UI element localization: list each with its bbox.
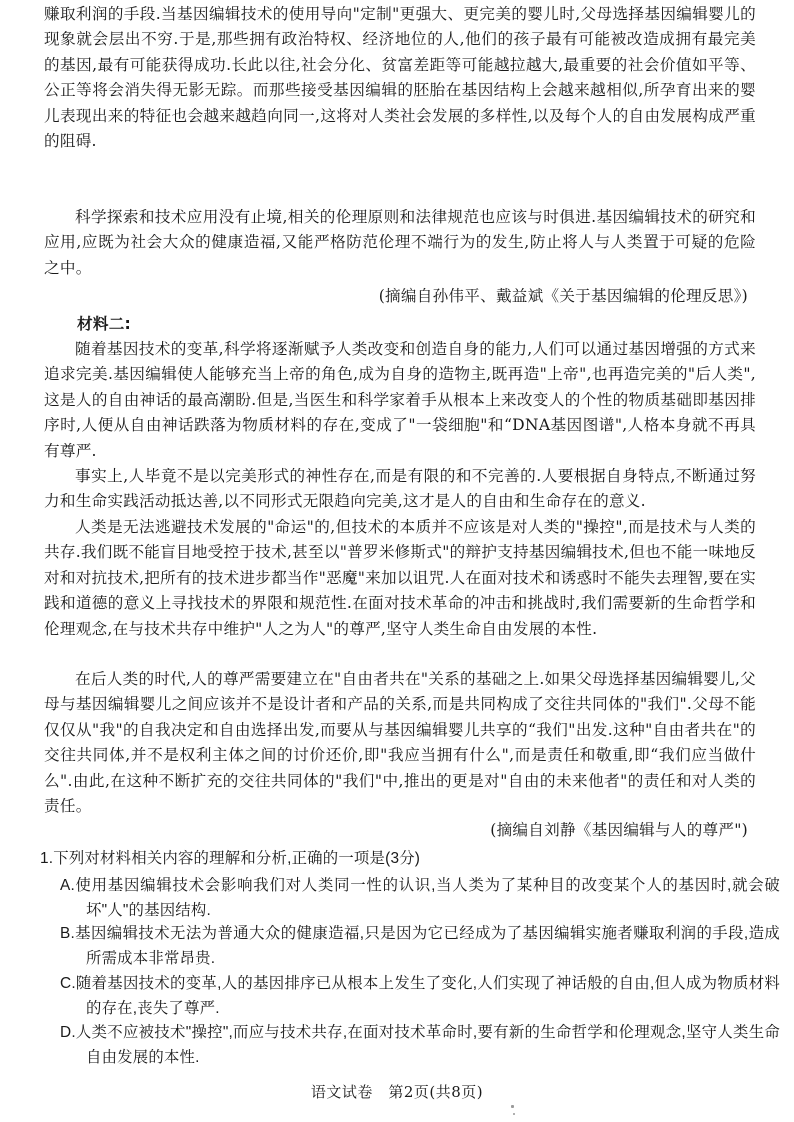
question-1-option-d: D.人类不应被技术"操控",而应与技术共存,在面对技术革命时,要有新的生命哲学和伦理观念,坚守人类生命自由发展的本性. <box>60 1024 780 1067</box>
material2-paragraph-4: 在后人类的时代,人的尊严需要建立在"自由者共在"关系的基础之上.如果父母选择基因编辑婴儿,父母与基因编辑婴儿之间应该并不是设计者和产品的关系,而是共同构成了交往共同体的"我们".父母不能仅仅从"我"的自我决定和自由选择出发,而要从与基因编辑婴儿共享的“我们"出发.这种"自由者共在"的交往共同体,并不是权利主体之间的讨价还价,即"我应当拥有什么",而是责任和敬重,即“我们应当做什么".由此,在这种不断扩充的交往共同体的"我们"中,推出的更是对"自由的未来他者"的责任和对人类的责任。 <box>44 670 756 816</box>
question-1-stem: 1.下列对材料相关内容的理解和分析,正确的一项是(3分) <box>40 850 421 867</box>
material2-paragraph-2: 事实上,人毕竟不是以完美形式的神性存在,而是有限的和不完善的.人要根据自身特点,不断通过努力和生命实践活动抵达善,以不同形式无限趋向完美,这才是人的自由和生命存在的意义. <box>44 467 756 511</box>
question-1-option-b: B.基因编辑技术无法为普通大众的健康造福,只是因为它已经成为了基因编辑实施者赚取利润的手段,造成所需成本非常昂贵. <box>60 925 780 968</box>
question-1-option-a: A.使用基因编辑技术会影响我们对人类同一性的认识,当人类为了某种目的改变某个人的基因时,就会破坏"人"的基因结构. <box>60 877 780 920</box>
material2-heading: 材料二: <box>77 315 132 333</box>
page-footer: 语文试卷 第2页(共8页) <box>310 1083 484 1101</box>
scan-speck <box>513 1113 515 1115</box>
material2-paragraph-1: 随着基因技术的变革,科学将逐渐赋予人类改变和创造自身的能力,人们可以通过基因增强的方式来追求完美.基因编辑使人能够充当上帝的角色,成为自身的造物主,既再造"上帝",也再造完美的"后人类",这是人的自由神话的最高潮盼.但是,当医生和科学家着手从根本上来改变人的个性的物质基础即基因排序时,人便从自由神话跌落为物质材料的存在,变成了"一袋细胞"和“DNA基因图谱",人格本身就不再具有尊严. <box>44 340 756 460</box>
material2-paragraph-3: 人类是无法逃避技术发展的"命运"的,但技术的本质并不应该是对人类的"操控",而是技术与人类的共存.我们既不能盲目地受控于技术,甚至以"普罗米修斯式"的辩护支持基因编辑技术,但也不能一味地反对和对抗技术,把所有的技术进步都当作"恶魔"来加以诅咒.人在面对技术和诱惑时不能失去理智,要在实践和道德的意义上寻找技术的界限和规范性.在面对技术革命的冲击和挑战时,我们需要新的生命哲学和伦理观念,在与技术共存中维护"人之为人"的尊严,坚守人类生命自由发展的本性. <box>44 518 756 638</box>
material2-source: (摘编自刘静《基因编辑与人的尊严") <box>490 821 748 839</box>
material1-paragraph-conclusion: 科学探索和技术应用没有止境,相关的伦理原则和法律规范也应该与时俱进.基因编辑技术的研究和应用,应既为社会大众的健康造福,又能严格防范伦理不端行为的发生,防止将人与人类置于可疑的危险之中。 <box>44 208 756 277</box>
question-1-option-c: C.随着基因技术的变革,人的基因排序已从根本上发生了变化,人们实现了神话般的自由,但人成为物质材料的存在,丧失了尊严. <box>60 975 780 1018</box>
material1-source: (摘编自孙伟平、戴益斌《关于基因编辑的伦理反思》) <box>378 287 748 305</box>
material1-paragraph-continued: 赚取利润的手段.当基因编辑技术的使用导向"定制"更强大、更完美的婴儿时,父母选择基因编辑婴儿的现象就会层出不穷.于是,那些拥有政治特权、经济地位的人,他们的孩子最有可能被改造成拥有最完美的基因,最有可能获得成功.长此以往,社会分化、贫富差距等可能越拉越大,最重要的社会价值如平等、公正等将会消失得无影无踪。而那些接受基因编辑的胚胎在基因结构上会越来越相似,所孕育出来的婴儿表现出来的特征也会越来越趋向同一,这将对人类社会发展的多样性,以及每个人的自由发展构成严重的阻碍. <box>44 5 756 151</box>
scan-speck <box>511 1105 514 1108</box>
